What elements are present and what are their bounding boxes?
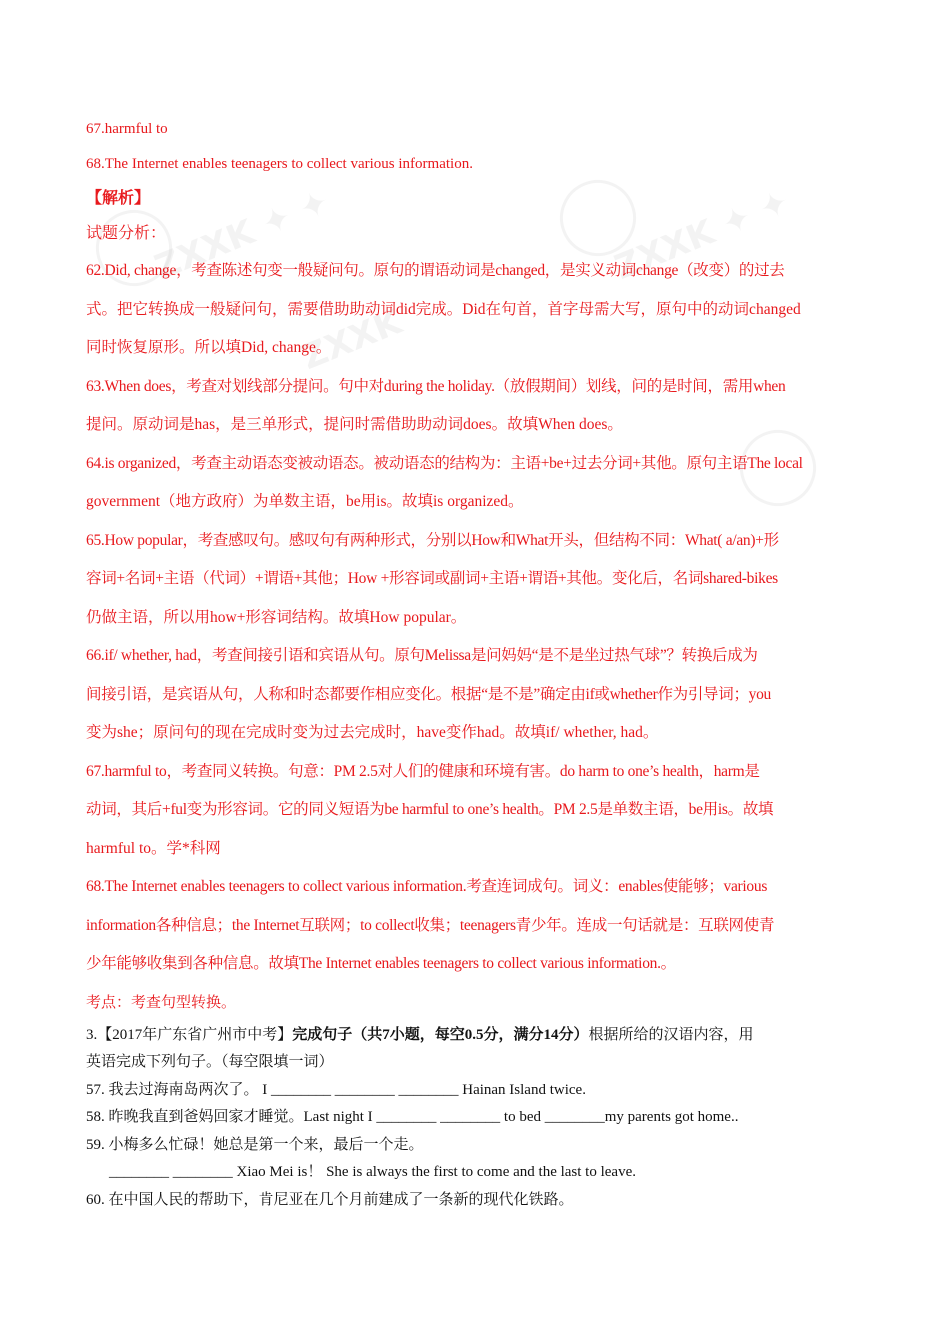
explanation-line: government（地方政府）为单数主语，be用is。故填is organized。 xyxy=(86,493,524,510)
question-number: 3. xyxy=(86,1026,98,1043)
explanation-line: 少年能够收集到各种信息。故填The Internet enables teenagers to collect various information.。 xyxy=(86,955,676,972)
question-3-header xyxy=(86,1022,866,1050)
explanation-line: 66.if/ whether, had，考查间接引语和宾语从句。原句Melissa是问妈妈“是不是坐过热气球”？转换后成为 xyxy=(86,647,758,664)
answer-68: 68.The Internet enables teenagers to collect various information. xyxy=(86,156,473,172)
question-item-59: 59. 小梅多么忙碌！她总是第一个来，最后一个走。 xyxy=(86,1136,424,1153)
explanation-line: information各种信息；the Internet互联网；to collect收集；teenagers青少年。连成一句话就是：互联网使青 xyxy=(86,916,775,934)
explanation-line: 提问。原动词是has，是三单形式，提问时需借助助动词does。故填When does。 xyxy=(86,416,623,433)
explanation-line: 容词+名词+主语（代词）+谓语+其他；How +形容词或副词+主语+谓语+其他。变化后，名词shared-bikes xyxy=(86,570,778,587)
analysis-subheader: 试题分析： xyxy=(86,225,167,242)
explanation-63 xyxy=(86,368,866,445)
watermark: ZXXK ✦ ✦ xyxy=(149,181,335,289)
explanation-62 xyxy=(86,252,866,368)
explanation-line: harmful to。学*科网 xyxy=(86,839,221,857)
explanation-66 xyxy=(86,637,866,753)
question-instruction: 根据所给的汉语内容，用 xyxy=(588,1026,754,1043)
question-3 xyxy=(86,1022,866,1215)
explanation-64 xyxy=(86,445,866,522)
explanation-line: 64.is organized，考查主动语态变被动语态。被动语态的结构为：主语+be+过去分词+其他。原句主语The local xyxy=(86,454,803,472)
explanation-line: 67.harmful to，考查同义转换。句意：PM 2.5对人们的健康和环境有害。do harm to one’s health，harm是 xyxy=(86,762,760,780)
explanation-67 xyxy=(86,753,866,869)
explanation-line: 同时恢复原形。所以填Did, change。 xyxy=(86,339,332,356)
analysis-header: 【解析】 xyxy=(86,190,151,207)
explanation-line: 63.When does，考查对划线部分提问。句中对during the holiday.（放假期间）划线，问的是时间，需用when xyxy=(86,377,786,395)
question-source: 【2017年广东省广州市中考】 xyxy=(97,1026,293,1043)
explanation-line: 68.The Internet enables teenagers to collect various information.考查连词成句。词义：enables使能够；various xyxy=(86,878,768,895)
explanation-line: 动词，其后+ful变为形容词。它的同义短语为be harmful to one’s health。PM 2.5是单数主语，be用is。故填 xyxy=(86,801,774,818)
watermark: ZXXK xyxy=(296,302,408,378)
explanation-68 xyxy=(86,868,866,984)
explanation-65 xyxy=(86,522,866,638)
document-content xyxy=(86,112,866,1214)
explanation-line: 变为she；原问句的现在完成时变为过去完成时，have变作had。故填if/ whether, had。 xyxy=(86,724,659,741)
answer-67: 67.harmful to xyxy=(86,121,168,137)
explanation-line: 仍做主语，所以用how+形容词结构。故填How popular。 xyxy=(86,608,467,626)
watermark: ZXXK ✦ ✦ xyxy=(609,181,795,289)
question-item-59-answer-line: ________ ________ Xiao Mei is！ She is always the first to come and the last to leave. xyxy=(109,1164,636,1180)
question-title: 完成句子（共7小题，每空0.5分，满分14分） xyxy=(292,1026,589,1043)
kaodian: 考点：考查句型转换。 xyxy=(86,994,237,1011)
question-item-58: 58. 昨晚我直到爸妈回家才睡觉。Last night I ________ ________ to bed ________my parents got home.. xyxy=(86,1109,739,1125)
explanation-line: 65.How popular，考查感叹句。感叹句有两种形式，分别以How和What开头，但结构不同：What( a/an)+形 xyxy=(86,531,779,549)
explanation-line: 间接引语，是宾语从句，人称和时态都要作相应变化。根据“是不是”确定由if或whether作为引导词；you xyxy=(86,685,772,703)
explanation-line: 式。把它转换成一般疑问句，需要借助助动词did完成。Did在句首，首字母需大写，原句中的动词changed xyxy=(86,300,801,318)
question-item-60: 60. 在中国人民的帮助下，肯尼亚在几个月前建成了一条新的现代化铁路。 xyxy=(86,1191,574,1208)
question-item-57: 57. 我去过海南岛两次了。 I ________ ________ ________ Hainan Island twice. xyxy=(86,1081,586,1098)
explanation-line: 62.Did, change，考查陈述句变一般疑问句。原句的谓语动词是changed，是实义动词change（改变）的过去 xyxy=(86,262,785,279)
question-instruction-line2: 英语完成下列句子。（每空限填一词） xyxy=(86,1054,334,1070)
